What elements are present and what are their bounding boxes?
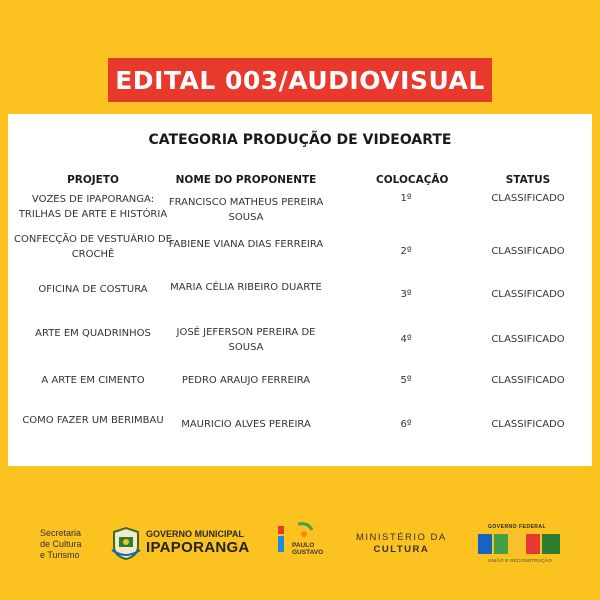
row-3-place: 3º bbox=[400, 289, 412, 300]
row-3-project: OFICINA DE COSTURA bbox=[38, 284, 148, 295]
header-colocacao: COLOCAÇÃO bbox=[376, 174, 449, 186]
row-1-status: CLASSIFICADO bbox=[491, 193, 565, 204]
municipal-crest-icon bbox=[110, 526, 142, 560]
row-6-project: COMO FAZER UM BERIMBAU bbox=[22, 415, 164, 426]
brasil-logo-icon bbox=[478, 532, 564, 556]
row-1-place: 1º bbox=[400, 193, 412, 204]
federal-gov-label: GOVERNO FEDERAL bbox=[488, 524, 547, 530]
row-4-place: 4º bbox=[400, 334, 412, 345]
ministerio-line-1: MINISTÉRIO DA bbox=[356, 532, 447, 543]
sponsor-footer bbox=[0, 520, 600, 570]
gov-line-1: GOVERNO MUNICIPAL bbox=[146, 529, 244, 539]
row-4-project: ARTE EM QUADRINHOS bbox=[35, 328, 151, 339]
row-1-proponent: FRANCISCO MATHEUS PEREIRA SOUSA bbox=[168, 197, 324, 223]
row-2-proponent: FABIENE VIANA DIAS FERREIRA bbox=[168, 239, 324, 250]
row-2-status: CLASSIFICADO bbox=[491, 246, 565, 257]
row-4-status: CLASSIFICADO bbox=[491, 334, 565, 345]
ministerio-cultura-logo bbox=[356, 532, 447, 556]
header-status: STATUS bbox=[505, 174, 551, 186]
header-projeto: PROJETO bbox=[67, 174, 119, 186]
secretaria-logo bbox=[40, 528, 82, 561]
row-2-project: CONFECÇÃO DE VESTUÁRIO DE CROCHÊ bbox=[13, 234, 173, 260]
row-3-proponent: MARIA CÉLIA RIBEIRO DUARTE bbox=[170, 282, 322, 293]
gov-line-2: IPAPORANGA bbox=[146, 539, 250, 556]
row-5-status: CLASSIFICADO bbox=[491, 375, 565, 386]
row-6-status: CLASSIFICADO bbox=[491, 419, 565, 430]
secretaria-line-1: Secretaria bbox=[40, 528, 82, 538]
row-5-place: 5º bbox=[400, 375, 412, 386]
federal-slogan: UNIÃO E RECONSTRUÇÃO bbox=[488, 558, 553, 563]
row-5-proponent: PEDRO ARAUJO FERREIRA bbox=[181, 375, 311, 386]
secretaria-line-2: de Cultura bbox=[40, 539, 82, 549]
header-proponente: NOME DO PROPONENTE bbox=[175, 174, 317, 186]
municipal-government-logo bbox=[146, 529, 250, 556]
row-4-proponent: JOSÉ JEFERSON PEREIRA DE SOUSA bbox=[176, 327, 316, 353]
row-1-project: VOZES DE IPAPORANGA: TRILHAS DE ARTE E HISTÓRIA bbox=[18, 194, 168, 220]
results-card bbox=[8, 114, 592, 466]
category-title: CATEGORIA PRODUÇÃO DE VIDEOARTE bbox=[148, 132, 452, 148]
paulo-gustavo-label: PAULO GUSTAVO bbox=[292, 542, 324, 556]
row-2-place: 2º bbox=[400, 246, 412, 257]
row-6-proponent: MAURICIO ALVES PEREIRA bbox=[181, 419, 311, 430]
edital-title: EDITAL 003/AUDIOVISUAL bbox=[108, 58, 492, 102]
row-5-project: A ARTE EM CIMENTO bbox=[41, 375, 145, 386]
secretaria-line-3: e Turismo bbox=[40, 550, 80, 560]
row-3-status: CLASSIFICADO bbox=[491, 289, 565, 300]
ministerio-line-2: CULTURA bbox=[373, 544, 430, 555]
row-6-place: 6º bbox=[400, 419, 412, 430]
